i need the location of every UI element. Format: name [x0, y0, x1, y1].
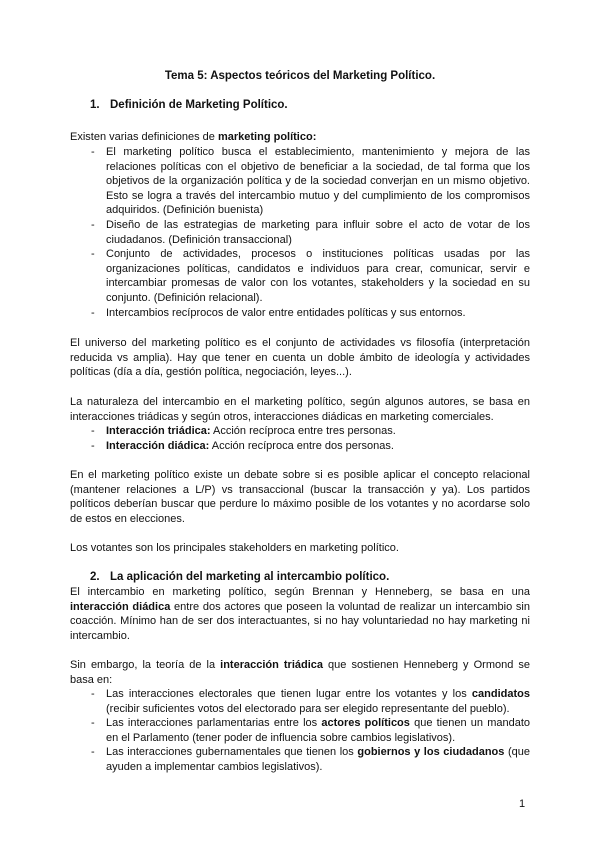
section-2-heading [90, 571, 389, 583]
definitions-intro [70, 130, 530, 145]
list-item [70, 716, 530, 745]
paragraph-naturaleza: La naturaleza del intercambio en el marketing político, según algunos autores, se basa en interacciones triádicas y según otros, interacciones diádicas en marketing comerciales. [70, 396, 530, 423]
page-number: 1 [519, 798, 526, 810]
paragraph-debate: En el marketing político existe un debate sobre si es posible aplicar el concepto relacional (mantener relaciones a L/P) vs transaccional (buscar la transacción y ya). Los partidos políticos deberían buscar que perdure lo máximo posible de los votantes y no acordarse solo de estos en elecciones. [70, 469, 530, 525]
interactions-list [70, 687, 530, 775]
section-2-number: 2. [90, 571, 100, 583]
text-span: Las interacciones gubernamentales que tienen los [106, 746, 358, 759]
intro-term: marketing político: [217, 131, 317, 143]
list-item [70, 745, 530, 774]
text-bold: candidatos [471, 688, 530, 700]
document-title: Tema 5: Aspectos teóricos del Marketing Político. [164, 70, 436, 82]
paragraph-universo: El universo del marketing político es el conjunto de actividades vs filosofía (interpretación reducida vs amplia). Hay que tener en cuenta un doble ámbito de ideología y actividades políticas (día a día, gestión política, negociación, leyes...). [70, 337, 530, 379]
section-1-heading [90, 99, 288, 111]
list-item: - Conjunto de actividades, procesos o instituciones políticas usadas por las organizaciones políticas, candidatos e individuos para crear, comunicar, servir e intercambiar promesas de valor con los votantes, stakeholders y la sociedad en su conjunto. (Definición relacional). [70, 247, 530, 305]
paragraph-diadica [70, 585, 530, 643]
list-item: - Intercambios recíprocos de valor entre entidades políticas y sus entornos. [70, 306, 530, 321]
text-bold: gobiernos y los ciudadanos [357, 746, 505, 759]
text-span: El intercambio en marketing político, según Brennan y Henneberg, se basa en una [70, 586, 530, 598]
text-bold: interacción triádica [220, 659, 323, 671]
text-bold: interacción diádica [70, 600, 171, 613]
list-item [70, 687, 530, 716]
triadica-definition: Acción recíproca entre tres personas. [210, 425, 396, 437]
list-item [70, 424, 530, 439]
text-span: Las interacciones electorales que tienen lugar entre los votantes y los [106, 688, 472, 700]
text-bold: actores políticos [321, 717, 410, 730]
paragraph-votantes: Los votantes son los principales stakeholders en marketing político. [70, 542, 399, 554]
interaction-types-list [70, 424, 530, 453]
intro-text: Existen varias definiciones de [70, 131, 218, 143]
text-span: (recibir suficientes votos del electorado para ser elegido representante del pueblo). [106, 702, 510, 715]
section-2-title: La aplicación del marketing al intercambio político. [110, 571, 390, 583]
text-span: Sin embargo, la teoría de la [70, 659, 221, 671]
list-item: - El marketing político busca el establecimiento, mantenimiento y mejora de las relaciones políticas con el objetivo de beneficiar a la sociedad, de tal forma que los objetivos de la organización política y de la sociedad converjan en un mismo objetivo. Esto se logra a través del intercambio mutuo y del cumplimiento de los compromisos adquiridos. (Definición buenista) [70, 145, 530, 218]
diadica-definition: Acción recíproca entre dos personas. [209, 439, 394, 452]
text-span: (que ayuden a implementar cambios legislativos). [106, 746, 530, 773]
list-item [70, 439, 530, 454]
definitions-list [70, 145, 530, 320]
text-span: que tienen un mandato en el Parlamento (tener poder de influencia sobre cambios legislativos). [106, 717, 530, 744]
diadica-term: Interacción diádica: [106, 439, 210, 452]
section-1-number: 1. [90, 99, 100, 111]
list-item: - Diseño de las estrategias de marketing para influir sobre el acto de votar de los ciudadanos. (Definición transaccional) [70, 218, 530, 247]
text-span: Las interacciones parlamentarias entre los [106, 717, 322, 730]
triadica-term: Interacción triádica: [106, 425, 211, 437]
text-span: entre dos actores que poseen la voluntad de realizar un intercambio sin coacción. Mínimo han de ser dos interactuantes, si no hay voluntariedad no hay marketing ni intercambio. [70, 600, 530, 642]
text-span: que sostienen Henneberg y Ormond se basa en: [70, 659, 530, 686]
paragraph-triadica [70, 658, 530, 687]
section-1-title: Definición de Marketing Político. [110, 99, 288, 111]
